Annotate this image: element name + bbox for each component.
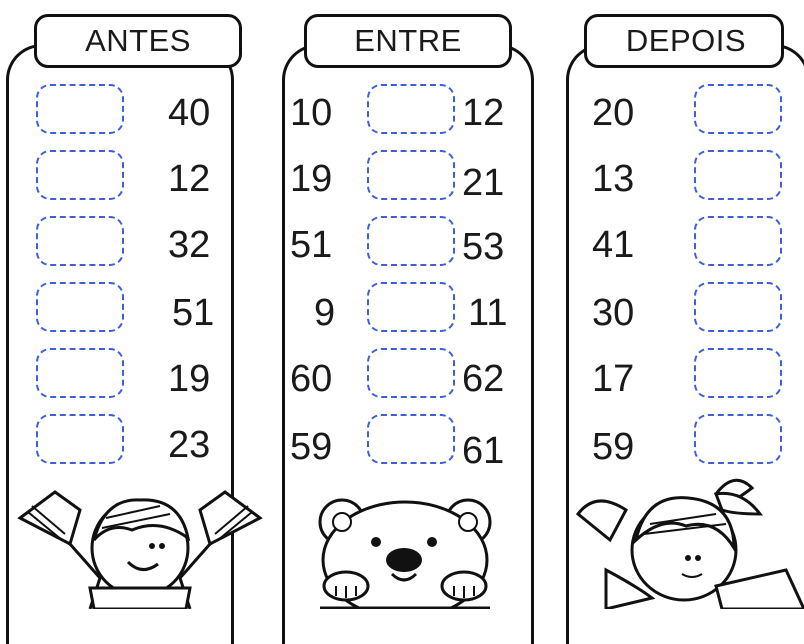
answer-box[interactable] <box>367 84 455 134</box>
header-depois: DEPOIS <box>584 14 784 68</box>
number: 32 <box>168 224 211 266</box>
answer-box[interactable] <box>694 282 782 332</box>
boy-cartoon-icon <box>10 478 272 609</box>
number: 41 <box>592 224 635 266</box>
header-entre: ENTRE <box>304 14 512 68</box>
number: 12 <box>462 92 505 134</box>
answer-box[interactable] <box>36 282 124 332</box>
number: 60 <box>290 358 333 400</box>
number: 59 <box>592 426 635 468</box>
number: 23 <box>168 424 211 466</box>
number: 10 <box>290 92 333 134</box>
answer-box[interactable] <box>36 150 124 200</box>
answer-box[interactable] <box>36 84 124 134</box>
number: 9 <box>314 292 336 334</box>
number: 59 <box>290 426 333 468</box>
number: 11 <box>468 292 508 334</box>
number: 53 <box>462 226 505 268</box>
number: 20 <box>592 92 635 134</box>
answer-box[interactable] <box>36 348 124 398</box>
number: 17 <box>592 358 635 400</box>
number: 40 <box>168 92 211 134</box>
number: 62 <box>462 358 505 400</box>
answer-box[interactable] <box>694 84 782 134</box>
answer-box[interactable] <box>36 216 124 266</box>
answer-box[interactable] <box>367 216 455 266</box>
number: 61 <box>462 430 505 472</box>
number: 21 <box>462 162 505 204</box>
answer-box[interactable] <box>367 348 455 398</box>
number: 51 <box>290 224 333 266</box>
number: 51 <box>172 292 215 334</box>
answer-box[interactable] <box>694 414 782 464</box>
answer-box[interactable] <box>367 150 455 200</box>
answer-box[interactable] <box>36 414 124 464</box>
number: 19 <box>168 358 211 400</box>
bear-cartoon-icon <box>300 490 510 609</box>
number: 19 <box>290 158 333 200</box>
number: 30 <box>592 292 635 334</box>
answer-box[interactable] <box>694 150 782 200</box>
number: 12 <box>168 158 211 200</box>
answer-box[interactable] <box>367 282 455 332</box>
answer-box[interactable] <box>367 414 455 464</box>
answer-box[interactable] <box>694 216 782 266</box>
answer-box[interactable] <box>694 348 782 398</box>
girl-cartoon-icon <box>566 470 804 609</box>
header-antes: ANTES <box>34 14 242 68</box>
number: 13 <box>592 158 635 200</box>
